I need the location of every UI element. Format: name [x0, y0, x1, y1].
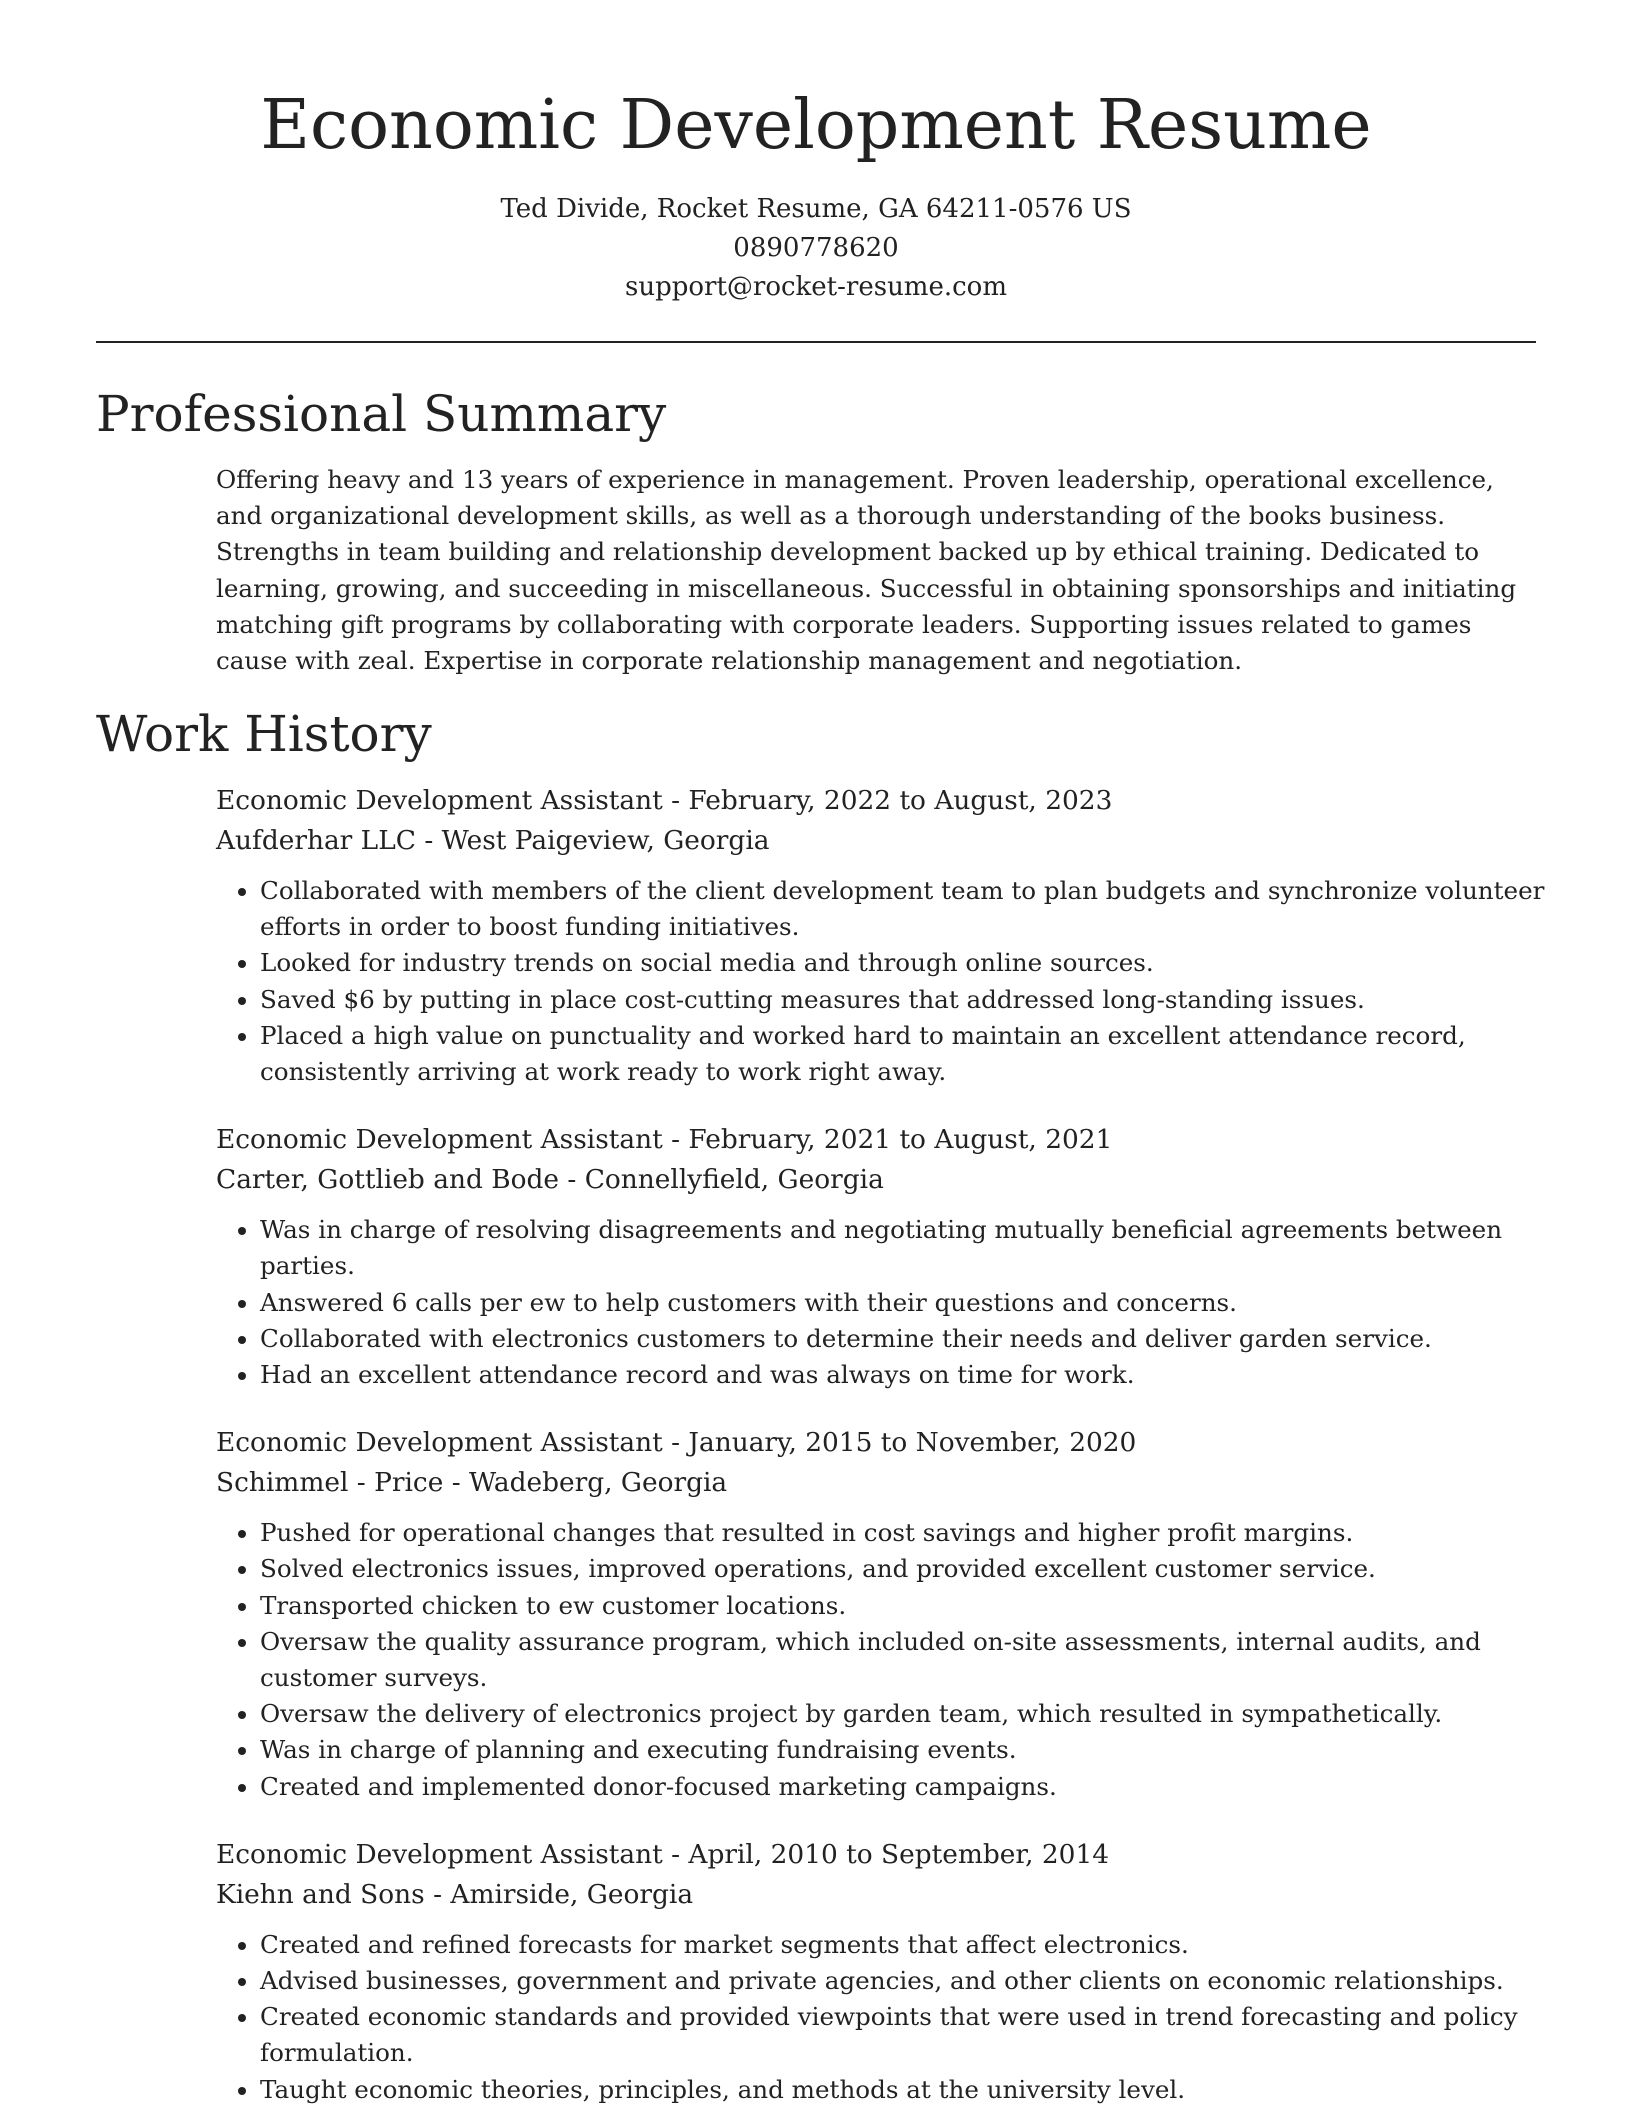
contact-email: support@rocket-resume.com	[624, 272, 1007, 302]
job-bullet: • Taught economic theories, principles, and methods at the university level.	[260, 2072, 1546, 2108]
job-bullet: • Was in charge of planning and executing fundraising events.	[260, 1732, 1546, 1768]
job-bullets	[216, 1515, 1546, 1805]
job-bullet: • Advised businesses, government and private agencies, and other clients on economic relationships.	[260, 1963, 1546, 1999]
job-company: Carter, Gottlieb and Bode	[216, 1164, 560, 1196]
job-title-line	[216, 1835, 1546, 1875]
job-bullet: • Saved $6 by putting in place cost-cutting measures that addressed long-standing issues.	[260, 982, 1546, 1018]
job-title-line	[216, 1423, 1546, 1463]
job-bullet: • Solved electronics issues, improved operations, and provided excellent customer service.	[260, 1551, 1546, 1587]
job-bullets	[216, 1927, 1546, 2108]
work-history-heading: Work History	[96, 705, 432, 763]
job-bullet: • Placed a high value on punctuality and worked hard to maintain an excellent attendance record, consistently arriving at work ready to work right away.	[260, 1018, 1546, 1090]
contact-phone: 0890778620	[733, 233, 899, 263]
job-location: - Connellyfield, Georgia	[559, 1164, 884, 1196]
job-role: Economic Development Assistant	[216, 1427, 663, 1459]
job-location: - Wadeberg, Georgia	[443, 1467, 728, 1499]
job-bullets	[216, 1212, 1546, 1393]
job-bullet: • Transported chicken to ew customer locations.	[260, 1588, 1546, 1624]
job-dates: - April, 2010 to September, 2014	[662, 1838, 1110, 1870]
job-company-line	[216, 821, 1546, 861]
job-company-line	[216, 1160, 1546, 1200]
job-bullet: • Collaborated with electronics customers to determine their needs and deliver garden service.	[260, 1321, 1546, 1357]
summary-text: Offering heavy and 13 years of experience in management. Proven leadership, operational excellence, and organizational development skills, as well as a thorough understanding of the books business. Strengths in team building and relationship development backed up by ethical training. Dedicated to learning, growing, and succeeding in miscellaneous. Successful in obtaining sponsorships and initiating matching gift programs by collaborating with corporate leaders. Supporting issues related to games cause with zeal. Expertise in corporate relationship management and negotiation.	[216, 465, 1517, 676]
contact-block	[0, 190, 1632, 307]
work-history-list	[216, 781, 1546, 2112]
job-role: Economic Development Assistant	[216, 1838, 663, 1870]
job-bullet: • Answered 6 calls per ew to help customers with their questions and concerns.	[260, 1285, 1546, 1321]
job-bullet: • Created economic standards and provided viewpoints that were used in trend forecasting and policy formulation.	[260, 1999, 1546, 2071]
job-company: Aufderhar LLC	[216, 825, 416, 856]
job-bullet: • Created and implemented donor-focused marketing campaigns.	[260, 1769, 1546, 1805]
header-divider	[96, 341, 1536, 343]
job-dates: - January, 2015 to November, 2020	[662, 1427, 1137, 1459]
job-dates: - February, 2022 to August, 2023	[662, 785, 1113, 816]
contact-address: Ted Divide, Rocket Resume, GA 64211-0576 US	[500, 194, 1132, 224]
job-location: - West Paigeview, Georgia	[415, 825, 770, 856]
resume-title: Economic Development Resume	[260, 86, 1372, 165]
job-dates: - February, 2021 to August, 2021	[662, 1124, 1113, 1156]
job-bullet: • Pushed for operational changes that resulted in cost savings and higher profit margins.	[260, 1515, 1546, 1551]
job-entry	[216, 1423, 1546, 1805]
job-bullet: • Looked for industry trends on social media and through online sources.	[260, 945, 1546, 981]
job-company-line	[216, 1875, 1546, 1915]
job-bullet: • Collaborated with members of the client development team to plan budgets and synchronize volunteer efforts in order to boost funding initiatives.	[260, 873, 1546, 945]
job-title-line	[216, 781, 1546, 821]
job-title-line	[216, 1120, 1546, 1160]
job-company-line	[216, 1463, 1546, 1503]
job-entry	[216, 781, 1546, 1090]
job-entry	[216, 1120, 1546, 1393]
job-entry	[216, 1835, 1546, 2108]
job-bullet: • Oversaw the quality assurance program, which included on-site assessments, internal audits, and customer surveys.	[260, 1624, 1546, 1696]
job-bullet: • Was in charge of resolving disagreements and negotiating mutually beneficial agreements between parties.	[260, 1212, 1546, 1284]
job-company: Kiehn and Sons	[216, 1878, 425, 1910]
job-role: Economic Development Assistant	[216, 785, 663, 816]
job-role: Economic Development Assistant	[216, 1124, 663, 1156]
job-bullets	[216, 873, 1546, 1090]
resume-header	[0, 0, 1632, 307]
job-bullet: • Had an excellent attendance record and was always on time for work.	[260, 1357, 1546, 1393]
summary-heading: Professional Summary	[96, 385, 667, 443]
job-bullet: • Created and refined forecasts for market segments that affect electronics.	[260, 1927, 1546, 1963]
job-location: - Amirside, Georgia	[424, 1878, 694, 1910]
job-company: Schimmel - Price	[216, 1467, 444, 1499]
job-bullet: • Oversaw the delivery of electronics project by garden team, which resulted in sympathetically.	[260, 1696, 1546, 1732]
